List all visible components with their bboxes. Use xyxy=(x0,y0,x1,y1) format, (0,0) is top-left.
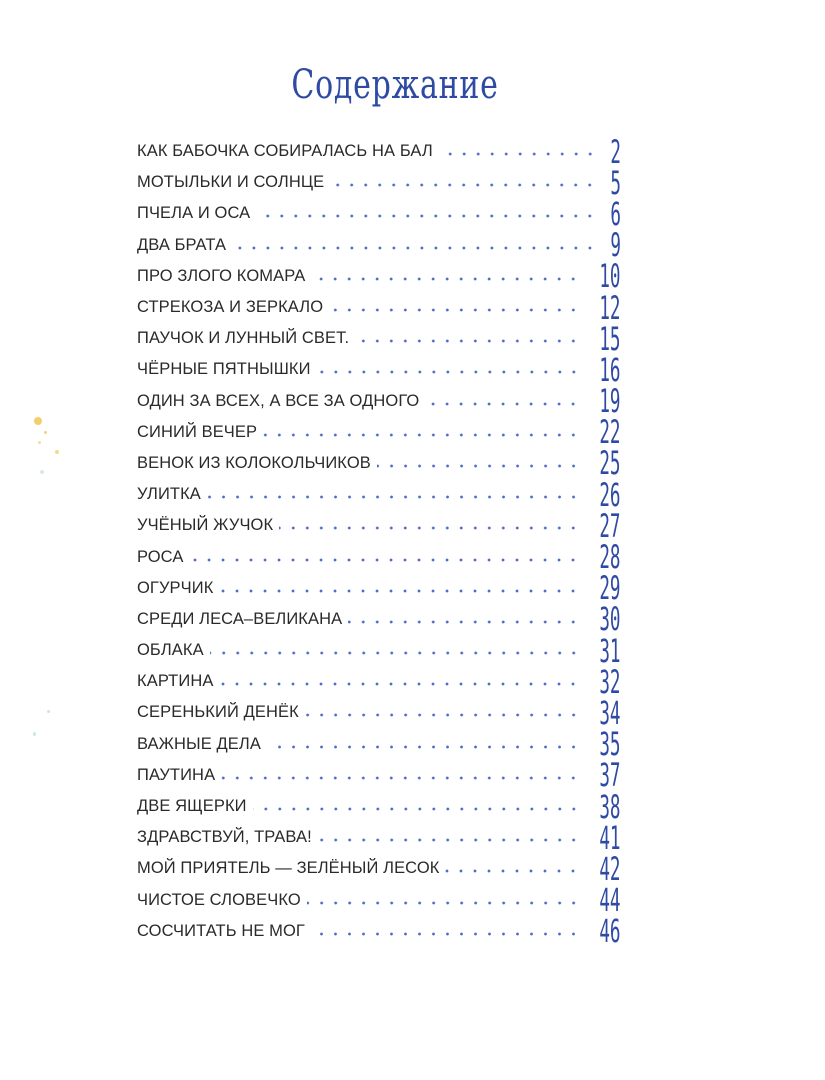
page-number: 35 xyxy=(599,725,621,764)
dot-leader xyxy=(317,369,581,375)
page-number: 41 xyxy=(599,818,621,857)
dot-leader xyxy=(263,432,580,438)
toc-entry xyxy=(137,319,621,358)
page-number: 2 xyxy=(610,132,621,171)
toc-entry xyxy=(137,881,621,920)
toc-entry xyxy=(137,506,621,545)
dot-leader xyxy=(311,931,580,937)
dot-leader xyxy=(189,557,580,563)
dot-leader xyxy=(219,588,580,594)
toc-entry xyxy=(137,382,621,421)
page-number: 22 xyxy=(599,413,621,452)
toc-entry xyxy=(137,350,621,389)
page-number: 44 xyxy=(599,881,621,920)
entry-title: УЛИТКА xyxy=(137,485,201,504)
dot-leader xyxy=(330,182,597,188)
page-number: 6 xyxy=(610,194,621,233)
entry-title: ПАУЧОК И ЛУННЫЙ СВЕТ. xyxy=(137,329,350,348)
dot-leader xyxy=(210,650,581,656)
dot-leader xyxy=(425,401,580,407)
toc-entry xyxy=(137,600,621,639)
toc-entry xyxy=(137,413,621,452)
page-number: 27 xyxy=(599,506,621,545)
page-title: Содержание xyxy=(291,62,499,108)
toc-entry xyxy=(137,756,621,795)
entry-title: МОЙ ПРИЯТЕЛЬ — ЗЕЛЁНЫЙ ЛЕСОК xyxy=(137,859,440,878)
page-number: 5 xyxy=(610,163,621,202)
decorative-splash xyxy=(47,710,50,713)
entry-title: ЧИСТОЕ СЛОВЕЧКО xyxy=(137,890,301,909)
page-number: 9 xyxy=(610,226,621,265)
decorative-splash xyxy=(40,470,44,474)
entry-title: ВЕНОК ИЗ КОЛОКОЛЬЧИКОВ xyxy=(137,453,371,472)
decorative-splash xyxy=(55,450,59,454)
page-number: 30 xyxy=(599,600,621,639)
dot-leader xyxy=(221,775,580,781)
dot-leader xyxy=(279,525,580,531)
toc-entry xyxy=(137,849,621,888)
toc-entry xyxy=(137,787,621,826)
entry-title: РОСА xyxy=(137,547,184,566)
entry-title: СТРЕКОЗА И ЗЕРКАЛО xyxy=(137,298,324,317)
decorative-splash xyxy=(38,441,41,444)
page-number: 29 xyxy=(599,569,621,608)
toc-entry xyxy=(137,631,621,670)
toc-entry xyxy=(137,226,621,265)
page-number: 38 xyxy=(599,787,621,826)
entry-title: ПАУТИНА xyxy=(137,765,216,784)
entry-title: СОСЧИТАТЬ НЕ МОГ xyxy=(137,921,305,940)
toc-entry xyxy=(137,538,621,577)
page-number: 26 xyxy=(599,475,621,514)
entry-title: СИНИЙ ВЕЧЕР xyxy=(137,422,258,441)
entry-title: ВАЖНЫЕ ДЕЛА xyxy=(137,734,261,753)
decorative-splash xyxy=(33,732,36,736)
page-number: 16 xyxy=(599,350,621,389)
dot-leader xyxy=(445,868,580,874)
table-of-contents xyxy=(137,132,621,951)
toc-entry xyxy=(137,257,621,296)
toc-entry xyxy=(137,132,621,171)
dot-leader xyxy=(256,213,597,219)
dot-leader xyxy=(348,619,580,625)
entry-title: ОДИН ЗА ВСЕХ, А ВСЕ ЗА ОДНОГО xyxy=(137,391,420,410)
entry-title: КАК БАБОЧКА СОБИРАЛАСЬ НА БАЛ xyxy=(137,142,433,161)
entry-title: СРЕДИ ЛЕСА–ВЕЛИКАНА xyxy=(137,609,343,628)
page-number: 12 xyxy=(599,288,621,327)
page-number: 15 xyxy=(599,319,621,358)
entry-title: ОГУРЧИК xyxy=(137,578,214,597)
entry-title: СЕРЕНЬКИЙ ДЕНЁК xyxy=(137,703,299,722)
entry-title: ПРО ЗЛОГО КОМАРА xyxy=(137,266,306,285)
decorative-splash xyxy=(34,417,42,425)
page-number: 37 xyxy=(599,756,621,795)
dot-leader xyxy=(329,307,580,313)
dot-leader xyxy=(207,494,581,500)
entry-title: КАРТИНА xyxy=(137,672,214,691)
dot-leader xyxy=(318,837,581,843)
toc-entry xyxy=(137,725,621,764)
entry-title: ЗДРАВСТВУЙ, ТРАВА! xyxy=(137,828,312,847)
dot-leader xyxy=(307,900,581,906)
entry-title: МОТЫЛЬКИ И СОЛНЦЕ xyxy=(137,173,325,192)
page-number: 34 xyxy=(599,693,621,732)
entry-title: ПЧЕЛА И ОСА xyxy=(137,204,251,223)
entry-title: ДВЕ ЯЩЕРКИ xyxy=(137,797,247,816)
entry-title: ДВА БРАТА xyxy=(137,235,227,254)
page-number: 31 xyxy=(599,631,621,670)
page-number: 46 xyxy=(599,912,621,951)
toc-entry xyxy=(137,194,621,233)
page-number: 28 xyxy=(599,538,621,577)
toc-entry xyxy=(137,288,621,327)
page-number: 10 xyxy=(599,257,621,296)
toc-entry xyxy=(137,475,621,514)
entry-title: УЧЁНЫЙ ЖУЧОК xyxy=(137,516,274,535)
toc-entry xyxy=(137,912,621,951)
toc-entry xyxy=(137,569,621,608)
toc-entry xyxy=(137,163,621,202)
toc-entry xyxy=(137,662,621,701)
entry-title: ЧЁРНЫЕ ПЯТНЫШКИ xyxy=(137,360,311,379)
dot-leader xyxy=(232,245,597,251)
toc-entry xyxy=(137,693,621,732)
toc-entry xyxy=(137,818,621,857)
dot-leader xyxy=(377,463,581,469)
dot-leader xyxy=(311,276,580,282)
dot-leader xyxy=(253,806,581,812)
page-number: 42 xyxy=(599,849,621,888)
dot-leader xyxy=(267,744,581,750)
page-number: 25 xyxy=(599,444,621,483)
dot-leader xyxy=(439,151,597,157)
page-number: 19 xyxy=(599,382,621,421)
page-number: 32 xyxy=(599,662,621,701)
dot-leader xyxy=(305,712,581,718)
toc-entry xyxy=(137,444,621,483)
decorative-splash xyxy=(44,431,47,434)
dot-leader xyxy=(355,338,580,344)
dot-leader xyxy=(219,681,580,687)
entry-title: ОБЛАКА xyxy=(137,641,204,660)
